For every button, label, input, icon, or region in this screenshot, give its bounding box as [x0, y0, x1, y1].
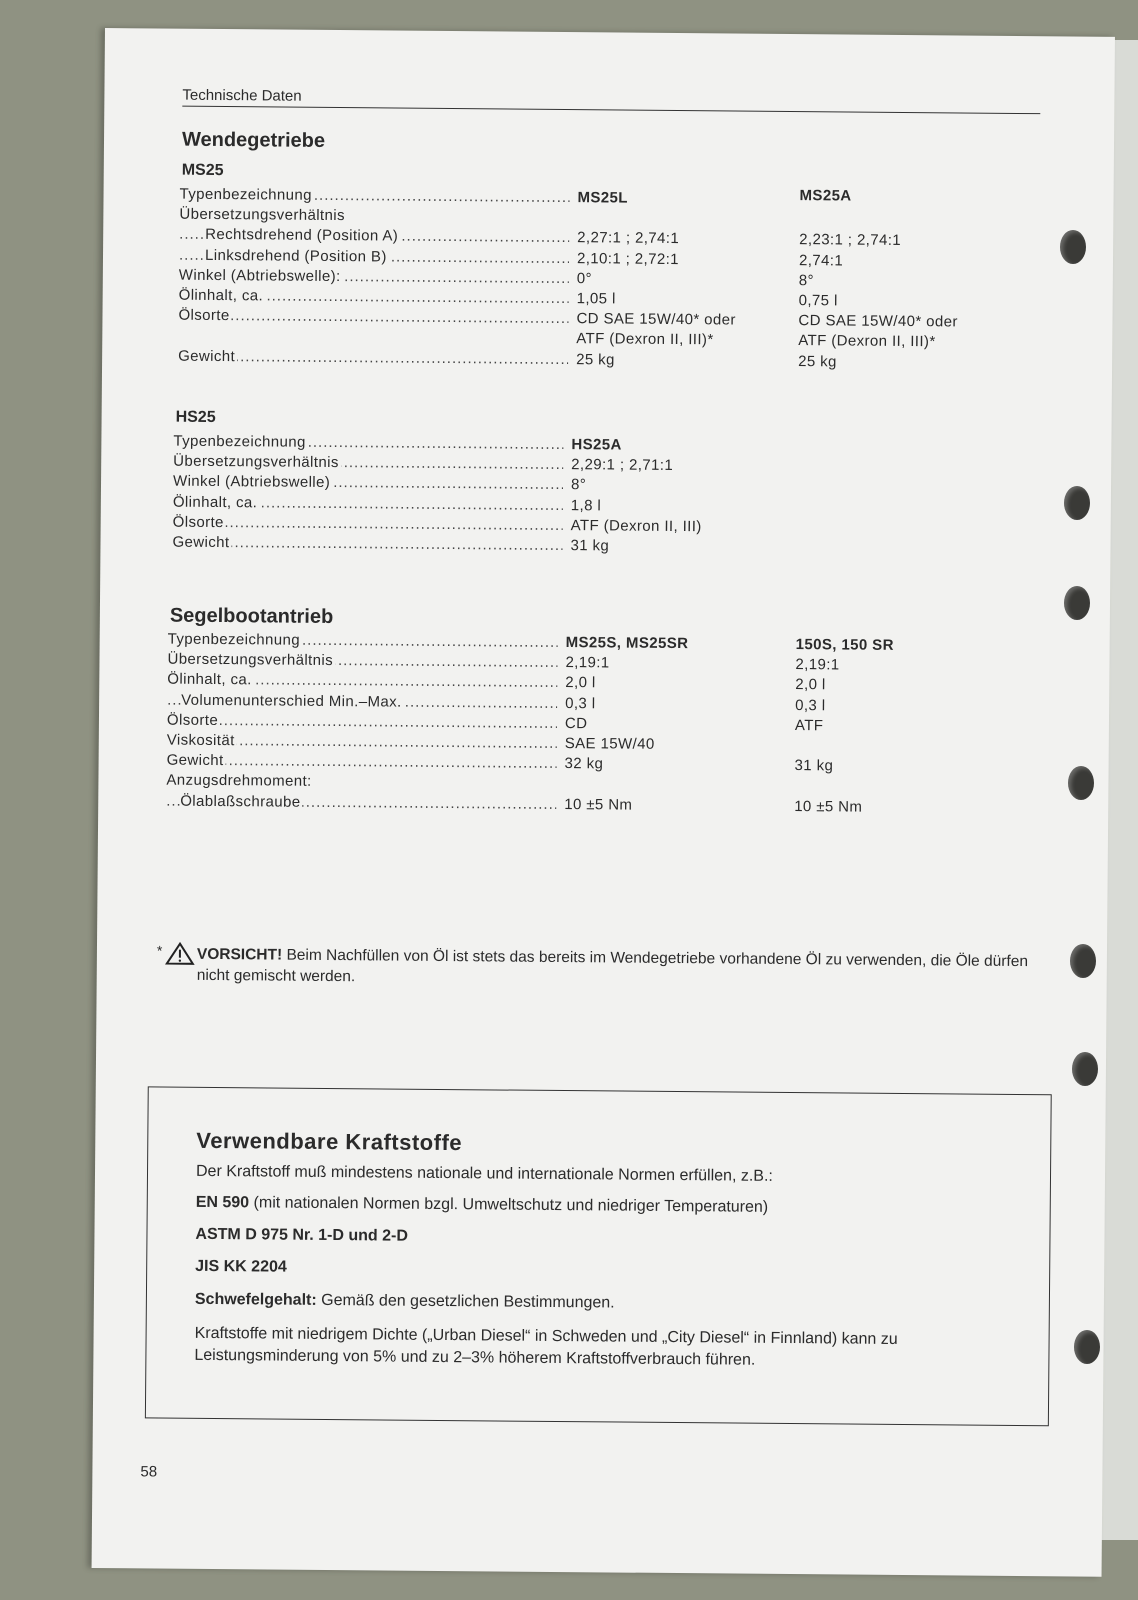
- spec-label: Ölinhalt, ca.: [178, 286, 264, 305]
- segelboot-spec-table: [166, 631, 1048, 820]
- spec-label: Ölinhalt, ca.: [172, 493, 258, 511]
- spec-label: Ölinhalt, ca.: [167, 670, 252, 689]
- spec-label: Typenbezeichnung: [179, 185, 312, 204]
- spec-value: 0,3 l: [795, 696, 826, 714]
- spec-label: Gewicht: [166, 751, 224, 770]
- spec-value: 1,8 l: [570, 496, 602, 514]
- spec-value: 10 ±5 Nm: [564, 795, 633, 814]
- spec-label: Winkel (Abtriebswelle): [172, 472, 331, 492]
- spec-label: Viskosität: [166, 731, 235, 750]
- spec-value: HS25A: [571, 436, 622, 454]
- spec-value: ATF (Dexron II, III)*: [798, 332, 936, 351]
- spec-value: 150S, 150 SR: [795, 636, 894, 654]
- caution-text: Beim Nachfüllen von Öl ist stets das bereits im Wendegetriebe vorhandene Öl zu verwenden, die Öle dürfen nicht gemischt werden.: [196, 946, 1029, 986]
- page-header: Technische Daten: [182, 87, 1040, 114]
- section-title-wendegetriebe: Wendegetriebe: [181, 128, 326, 152]
- spec-value: 31 kg: [570, 537, 610, 555]
- spec-label: Typenbezeichnung: [167, 630, 301, 649]
- spec-value: MS25A: [799, 187, 852, 205]
- fuel-standard-en590: [196, 1192, 1016, 1221]
- spec-value: 8°: [798, 271, 815, 289]
- spec-label: Gewicht: [178, 347, 236, 365]
- page-number: 58: [140, 1463, 158, 1481]
- spec-value: 2,29:1 ; 2,71:1: [571, 456, 674, 475]
- spec-value: 31 kg: [794, 757, 834, 775]
- en590-text: (mit nationalen Normen bzgl. Umweltschutz und niedriger Temperaturen): [253, 1194, 769, 1216]
- spec-value: 10 ±5 Nm: [794, 797, 863, 816]
- warning-triangle-icon: [165, 942, 195, 966]
- spec-value: 8°: [570, 476, 587, 494]
- spec-value: 2,19:1: [565, 654, 610, 672]
- hs25-spec-table: [172, 433, 1053, 562]
- spec-value: 2,74:1: [798, 251, 844, 270]
- spec-label: Rechtsdrehend (Position A): [205, 226, 399, 245]
- subsection-title-ms25: MS25: [181, 161, 224, 180]
- fuel-intro: Der Kraftstoff muß mindestens nationale und internationale Normen erfüllen, z.B.:: [195, 1162, 773, 1185]
- spec-value: CD SAE 15W/40* oder: [576, 310, 736, 329]
- spec-label: Linksdrehend (Position B): [204, 246, 387, 266]
- spec-value: ATF (Dexron II, III): [570, 516, 702, 535]
- fuel-density-note: Kraftstoffe mit niedrigem Dichte („Urban Diesel“ in Schweden und „City Diesel“ in Finnland) kann zu Leistungsminderung von 5% und zu 2–3% höherem Kraftstoffverbrauch führen.: [194, 1324, 898, 1369]
- spec-value: CD: [564, 714, 588, 732]
- spec-value: 2,23:1 ; 2,74:1: [799, 231, 902, 250]
- spec-value: 2,27:1 ; 2,74:1: [577, 229, 680, 248]
- footnote-star: *: [156, 942, 163, 959]
- punch-hole: [1074, 1330, 1100, 1364]
- punch-hole: [1064, 486, 1090, 520]
- spec-label: Übersetzungsverhältnis: [179, 205, 345, 225]
- spec-label: Gewicht: [172, 533, 230, 552]
- spec-label: Übersetzungsverhältnis: [167, 650, 334, 670]
- spec-label: Volumenunterschied Min.–Max.: [181, 691, 402, 711]
- spec-value: 1,05 l: [576, 290, 616, 308]
- spec-value: 2,10:1 ; 2,72:1: [576, 249, 680, 268]
- spec-value: 2,0 l: [795, 676, 826, 694]
- spec-label: Winkel (Abtriebswelle):: [178, 266, 341, 285]
- punch-hole: [1072, 1052, 1098, 1086]
- caution-note: [157, 943, 1037, 993]
- spec-value: 0°: [576, 269, 593, 288]
- spec-value: MS25S, MS25SR: [565, 634, 689, 653]
- sulfur-text: Gemäß den gesetzlichen Bestimmungen.: [321, 1291, 615, 1312]
- subsection-title-hs25: HS25: [175, 408, 216, 426]
- punch-hole: [1068, 766, 1094, 800]
- spec-value: ATF: [794, 716, 824, 735]
- section-title-segelbootantrieb: Segelbootantrieb: [169, 604, 334, 629]
- spec-value: 0,3 l: [565, 694, 596, 712]
- spec-value: CD SAE 15W/40* oder: [798, 312, 958, 331]
- spec-label: Ölsorte: [172, 513, 224, 531]
- spec-label: Übersetzungsverhältnis: [173, 452, 339, 472]
- punch-hole: [1070, 944, 1096, 978]
- spec-label: Ölsorte: [178, 306, 230, 325]
- sulfur-content: [195, 1289, 1015, 1318]
- spec-value: 25 kg: [798, 352, 837, 370]
- spec-value: 2,19:1: [795, 656, 840, 674]
- spec-label: Ölsorte: [166, 711, 219, 729]
- spec-value: MS25L: [577, 189, 628, 207]
- ms25-spec-table: [178, 186, 1060, 375]
- spec-value: ATF (Dexron II, III)*: [576, 330, 714, 349]
- punch-hole: [1060, 230, 1086, 264]
- spec-value: 32 kg: [564, 755, 604, 773]
- spec-value: SAE 15W/40: [564, 734, 655, 753]
- spec-label: Ölablaßschraube: [180, 792, 301, 811]
- spec-label: Anzugsdrehmoment:: [166, 771, 312, 791]
- spec-value: 2,0 l: [565, 674, 596, 692]
- fuel-standard-astm: ASTM D 975 Nr. 1-D und 2-D: [195, 1225, 409, 1245]
- en590-label: EN 590: [195, 1193, 250, 1212]
- spec-value: 25 kg: [576, 350, 615, 368]
- sulfur-label: Schwefelgehalt:: [194, 1290, 317, 1309]
- spec-label: Typenbezeichnung: [173, 432, 306, 451]
- fuel-box-title: Verwendbare Kraftstoffe: [196, 1127, 463, 1156]
- spec-value: 0,75 l: [798, 292, 838, 310]
- fuel-standard-jis: JIS KK 2204: [195, 1257, 287, 1276]
- punch-hole: [1064, 586, 1090, 620]
- caution-label: VORSICHT!: [196, 945, 283, 964]
- fuel-info-box: [145, 1086, 1052, 1426]
- document-page: [92, 28, 1115, 1577]
